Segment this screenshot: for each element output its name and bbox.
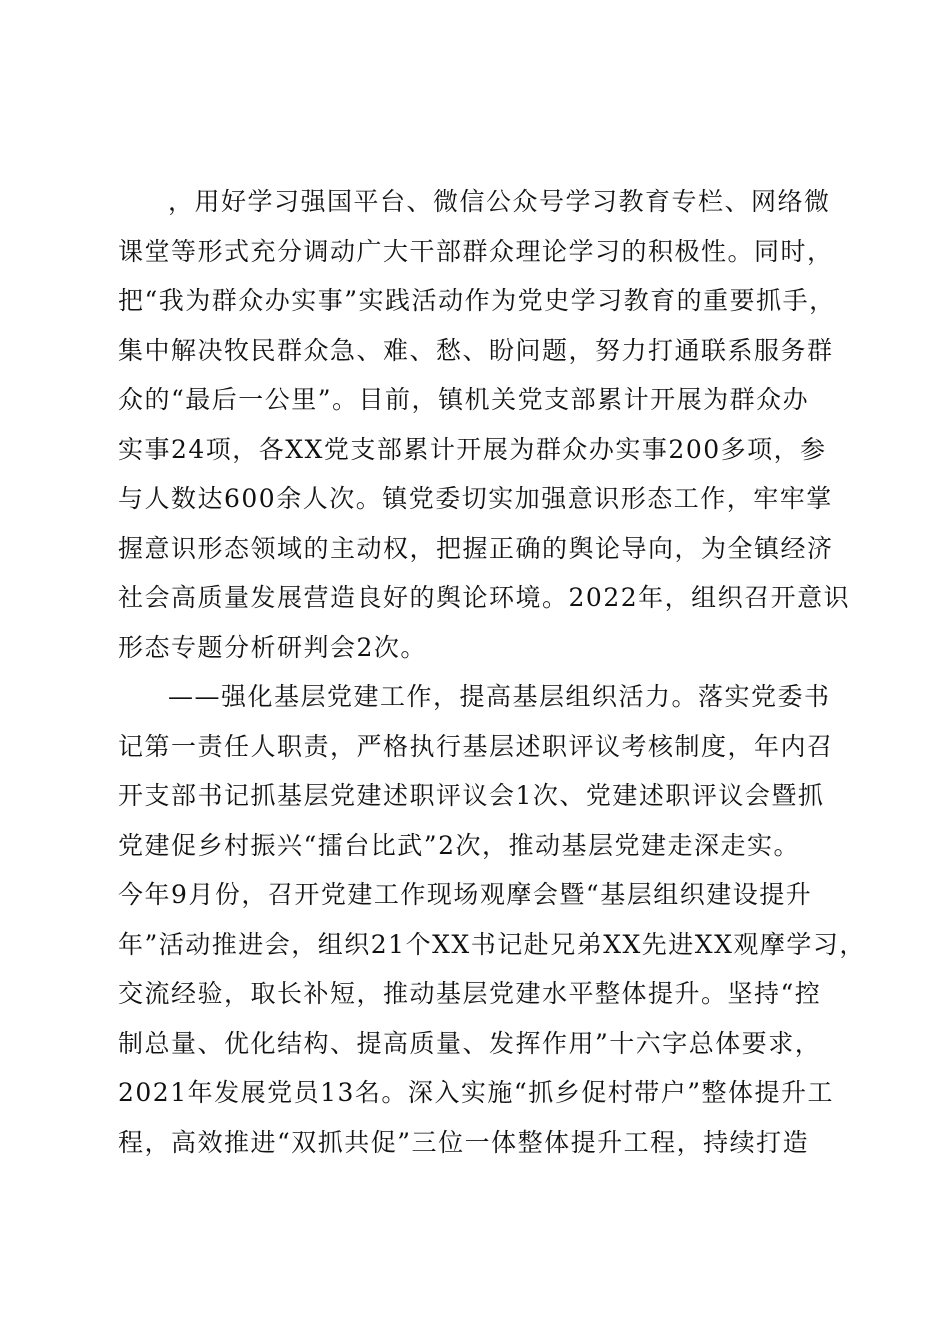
text-line: 形态专题分析研判会2次。 xyxy=(118,632,427,662)
text-line: 开支部书记抓基层党建述职评议会1次、党建述职评议会暨抓 xyxy=(118,781,825,810)
text-line: 集中解决牧民群众急、难、愁、盼问题，努力打通联系服务群 xyxy=(118,335,834,365)
text-line: 记第一责任人职责，严格执行基层述职评议考核制度，年内召 xyxy=(118,731,834,761)
text-line: 与人数达600余人次。镇党委切实加强意识形态工作，牢牢掌 xyxy=(118,484,833,513)
paragraph-1 xyxy=(118,177,851,672)
text-line: 握意识形态领域的主动权，把握正确的舆论导向，为全镇经济 xyxy=(118,533,834,563)
text-line: 今年9月份，召开党建工作现场观摩会暨“基层组织建设提升 xyxy=(118,880,813,909)
text-line: 交流经验，取长补短，推动基层党建水平整体提升。坚持“控 xyxy=(118,979,822,1008)
text-line: 制总量、优化结构、提高质量、发挥作用”十六字总体要求， xyxy=(118,1028,822,1058)
text-line: ——强化基层党建工作，提高基层组织活力。落实党委书 xyxy=(168,682,831,711)
text-line: 课堂等形式充分调动广大干部群众理论学习的积极性。同时， xyxy=(118,236,834,266)
document-body xyxy=(118,177,866,1167)
text-line: 2021年发展党员13名。深入实施“抓乡促村带户”整体提升工 xyxy=(118,1078,834,1107)
text-line: 把“我为群众办实事”实践活动作为党史学习教育的重要抓手， xyxy=(118,286,836,315)
paragraph-2 xyxy=(118,672,866,1167)
text-line: 众的“最后一公里”。目前，镇机关党支部累计开展为群众办 xyxy=(118,385,810,414)
text-line: 年”活动推进会，组织21个XX书记赴兄弟XX先进XX观摩学习， xyxy=(118,929,866,959)
text-line: 党建促乡村振兴“擂台比武”2次，推动基层党建走深走实。 xyxy=(118,830,800,860)
text-line: 社会高质量发展营造良好的舆论环境。2022年，组织召开意识 xyxy=(118,583,851,612)
text-line: 程，高效推进“双抓共促”三位一体整体提升工程，持续打造 xyxy=(118,1127,810,1157)
text-line: 实事24项，各XX党支部累计开展为群众办实事200多项，参 xyxy=(118,434,827,464)
text-line: ，用好学习强国平台、微信公众号学习教育专栏、网络微 xyxy=(168,187,831,216)
